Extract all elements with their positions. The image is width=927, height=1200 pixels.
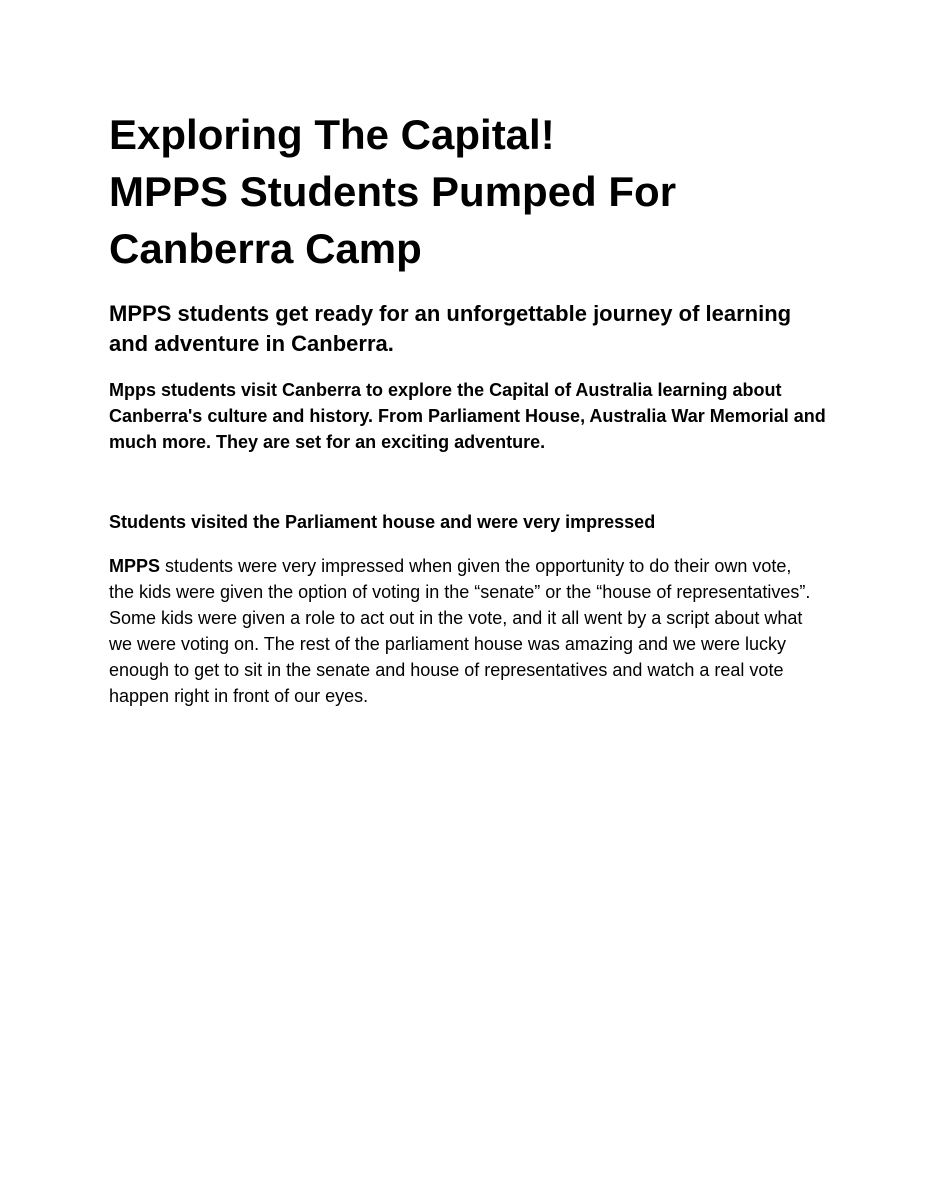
article-subtitle: MPPS students get ready for an unforgettable journey of learning and adventure in Canberra. xyxy=(109,301,792,356)
article-intro: Mpps students visit Canberra to explore the Capital of Australia learning about Canberra's culture and history. From Parliament House, Australia War Memorial and much more. They are set for an exciting adventure. xyxy=(109,380,826,452)
body-lead-bold: MPPS xyxy=(109,556,161,576)
title-line-1: Exploring The Capital! xyxy=(109,111,555,158)
section-body xyxy=(109,553,819,709)
section-heading: Students visited the Parliament house and were very impressed xyxy=(109,512,656,532)
title-line-3: Canberra Camp xyxy=(109,225,422,272)
title-line-2: MPPS Students Pumped For xyxy=(109,168,677,215)
document-page xyxy=(109,106,829,709)
body-text: students were very impressed when given the opportunity to do their own vote, the kids were given the option of voting in the “senate” or the “house of representatives”. Some kids were given a role to act out in the vote, and it all went by a script about what we were voting on. The rest of the parliament house was amazing and we were lucky enough to get to sit in the senate and house of representatives and watch a real vote happen right in front of our eyes. xyxy=(109,556,811,706)
article-title xyxy=(109,106,829,277)
